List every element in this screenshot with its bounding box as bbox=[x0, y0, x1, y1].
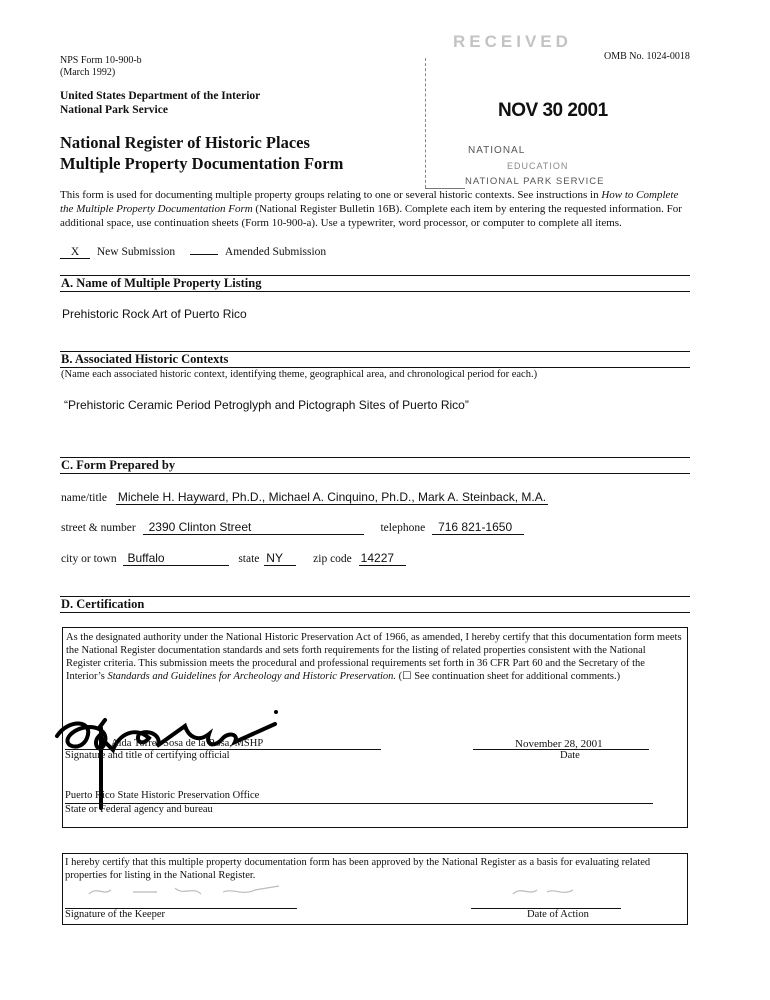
stamp-date: NOV 30 2001 bbox=[498, 100, 608, 121]
keeper-signature bbox=[83, 880, 303, 902]
certification-box bbox=[62, 627, 688, 828]
name-title-label: name/title bbox=[61, 492, 107, 504]
stamp-line3: NATIONAL PARK SERVICE bbox=[465, 176, 605, 187]
telephone-field[interactable]: 716 821-1650 bbox=[432, 520, 524, 535]
cert-text-2: (☐ See continuation sheet for additional comments.) bbox=[396, 671, 621, 682]
certification-statement bbox=[66, 631, 683, 683]
department: United States Department of the Interior bbox=[60, 90, 261, 102]
agency-label: State or Federal agency and bureau bbox=[65, 804, 213, 815]
name-title-field[interactable]: Michele H. Hayward, Ph.D., Michael A. Cinquino, Ph.D., Mark A. Steinback, M.A. bbox=[117, 490, 547, 504]
new-submission-checkbox[interactable]: X bbox=[60, 246, 90, 259]
keeper-signature-label: Signature of the Keeper bbox=[65, 909, 166, 920]
keeper-date-scribble bbox=[503, 882, 583, 902]
cert-standards-title: Standards and Guidelines for Archeology and Historic Preservation. bbox=[107, 671, 397, 682]
city-row bbox=[61, 551, 406, 566]
name-title-row bbox=[61, 490, 548, 505]
property-listing-name[interactable]: Prehistoric Rock Art of Puerto Rico bbox=[62, 307, 247, 321]
street-field[interactable]: 2390 Clinton Street bbox=[143, 520, 364, 535]
stamp-received: RECEIVED bbox=[453, 32, 572, 51]
section-b-heading: B. Associated Historic Contexts bbox=[61, 352, 229, 366]
keeper-statement: I hereby certify that this multiple property documentation form has been approved by the National Register as a basis for evaluating related properties for listing in the National Register. bbox=[65, 857, 651, 881]
stamp-line2: EDUCATION bbox=[507, 161, 569, 171]
stamp-line1: NATIONAL bbox=[468, 145, 526, 156]
date-of-action-label: Date of Action bbox=[527, 909, 589, 920]
zip-label: zip code bbox=[313, 553, 352, 565]
signature-label: Signature and title of certifying official bbox=[65, 750, 230, 761]
form-title-line1: National Register of Historic Places bbox=[60, 133, 310, 152]
cert-text-1: As the designated authority under the National Historic Preservation Act of 1966, as amended, I hereby certify that this documentation form meets the National Register documentation standards and sets forth requirements for the listing of related properties consistent with the National Register criteria. This submission meets the procedural and professional requirements set forth in 36 CFR Part 60 and the Secretary of the Interior’s bbox=[66, 632, 682, 682]
intro-text-1: This form is used for documenting multiple property groups relating to one or several historic contexts. See instructions in bbox=[60, 189, 602, 201]
intro-paragraph bbox=[60, 188, 692, 230]
section-a-heading: A. Name of Multiple Property Listing bbox=[61, 276, 262, 290]
date-label: Date bbox=[560, 750, 580, 761]
section-c-heading: C. Form Prepared by bbox=[61, 458, 176, 472]
certification-date: November 28, 2001 bbox=[515, 738, 603, 750]
form-title-line2: Multiple Property Documentation Form bbox=[60, 154, 344, 173]
received-stamp bbox=[425, 28, 620, 190]
historic-contexts-value[interactable]: “Prehistoric Ceramic Period Petroglyph and Pictograph Sites of Puerto Rico” bbox=[64, 398, 469, 412]
amended-submission-checkbox[interactable] bbox=[190, 254, 218, 255]
signer-name: Aida Torres Sosa de la Rosa, MSHP bbox=[111, 738, 264, 749]
telephone-label: telephone bbox=[380, 522, 426, 534]
form-date: (March 1992) bbox=[60, 67, 116, 78]
section-d-heading: D. Certification bbox=[61, 597, 145, 611]
street-label: street & number bbox=[61, 522, 136, 534]
zip-field[interactable]: 14227 bbox=[359, 551, 406, 566]
state-label: state bbox=[238, 553, 260, 565]
city-field[interactable]: Buffalo bbox=[123, 551, 229, 566]
agency-value: Puerto Rico State Historic Preservation Office bbox=[65, 790, 260, 801]
form-id: NPS Form 10-900-b bbox=[60, 55, 142, 66]
intro-text-2: (National Register Bulletin 16B). Complete each item by entering the requested information. For additional space, use continuation sheets (Form 10-900-a). Use a typewriter, word processor, or computer to complete all items. bbox=[60, 203, 682, 229]
agency: National Park Service bbox=[60, 104, 168, 116]
amended-submission-label: Amended Submission bbox=[224, 246, 327, 258]
intro-bulletin-title: How to Complete the Multiple Property Documentation Form bbox=[60, 189, 679, 215]
submission-type bbox=[60, 246, 326, 259]
city-label: city or town bbox=[61, 553, 117, 565]
state-field[interactable]: NY bbox=[264, 551, 296, 566]
new-submission-label: New Submission bbox=[96, 246, 176, 258]
omb-number: OMB No. 1024-0018 bbox=[604, 51, 690, 62]
section-b-note: (Name each associated historic context, identifying theme, geographical area, and chronological period for each.) bbox=[61, 369, 538, 380]
keeper-box bbox=[62, 853, 688, 925]
street-row bbox=[61, 520, 524, 535]
